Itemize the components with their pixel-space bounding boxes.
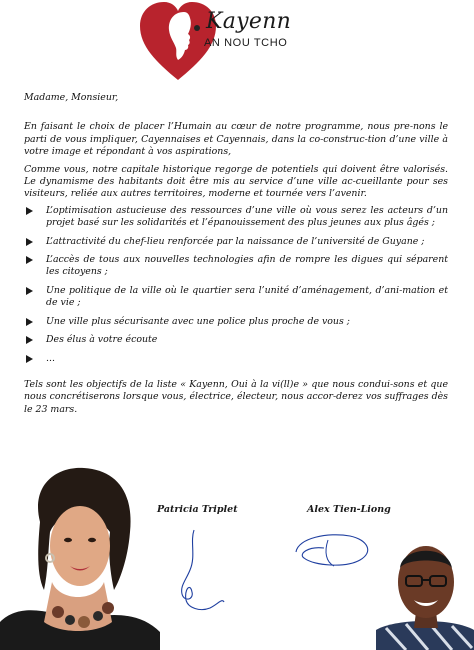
list-item-text: L’attractivité du chef-lieu renforcée par la naissance de l’université de Guyane ; [46, 235, 425, 247]
list-item-text: ... [46, 352, 55, 364]
list-item [24, 236, 448, 248]
portrait-photo-patricia [0, 462, 160, 650]
kayenn-logo [138, 0, 292, 82]
objectives-list [24, 205, 448, 365]
signatory-name-alex: Alex Tien-Liong [307, 504, 391, 515]
bullet-arrow-icon [26, 355, 33, 363]
list-item [24, 316, 448, 328]
closing-paragraph: Tels sont les objectifs de la liste « Kayenn, Oui à la vi(ll)e » que nous condui-sons et que nous concrétiserons lorsque vous, électrice, électeur, nous accor-derez vos suffrages dès le 23 mars. [24, 378, 448, 415]
bullet-arrow-icon [26, 318, 33, 326]
bullet-arrow-icon [26, 256, 33, 264]
bullet-arrow-icon [26, 207, 33, 215]
list-item-text: Une ville plus sécurisante avec une police plus proche de vous ; [46, 315, 350, 327]
list-item-text: Des élus à votre écoute [46, 334, 158, 346]
salutation: Madame, Monsieur, [24, 92, 119, 103]
vision-paragraph: Comme vous, notre capitale historique regorge de potentiels qui doivent être valorisés. Le dynamisme des habitants doit être mis au service d’une ville ac-cueillante pour ses visiteurs, reliée aux autres territoires, moderne et tournée vers l’avenir. [24, 163, 448, 200]
letter-body [24, 92, 448, 420]
list-item [24, 205, 448, 230]
list-item-text: L’optimisation astucieuse des ressources d’une ville où vous serez les acteurs d’un projet basé sur les solidarités et l’épanouissement des plus jeunes aux plus âgés ; [46, 204, 448, 229]
list-item [24, 334, 448, 346]
intro-paragraph: En faisant le choix de placer l’Humain au cœur de notre programme, nous pre-nons le parti de vous impliquer, Cayennaises et Cayennais, dans la co-construc-tion d’une ville à votre image et répondant à vos aspirations, [24, 121, 448, 158]
signature-alex [288, 526, 388, 576]
list-item [24, 254, 448, 279]
portrait-photo-alex [376, 532, 474, 650]
list-item [24, 285, 448, 310]
list-item [24, 353, 448, 365]
bullet-arrow-icon [26, 238, 33, 246]
signatory-name-patricia: Patricia Triplet [157, 504, 238, 515]
list-item-text: Une politique de la ville où le quartier sera l’unité d’aménagement, d’ani-mation et de vie ; [46, 284, 448, 309]
bullet-arrow-icon [26, 336, 33, 344]
brand-tagline: AN NOU TCHO [204, 37, 288, 49]
signature-patricia [150, 522, 240, 622]
bullet-arrow-icon [26, 287, 33, 295]
list-item-text: L’accès de tous aux nouvelles technologies afin de rompre les digues qui séparent les citoyens ; [46, 254, 448, 278]
brand-name: Kayenn [206, 9, 292, 34]
